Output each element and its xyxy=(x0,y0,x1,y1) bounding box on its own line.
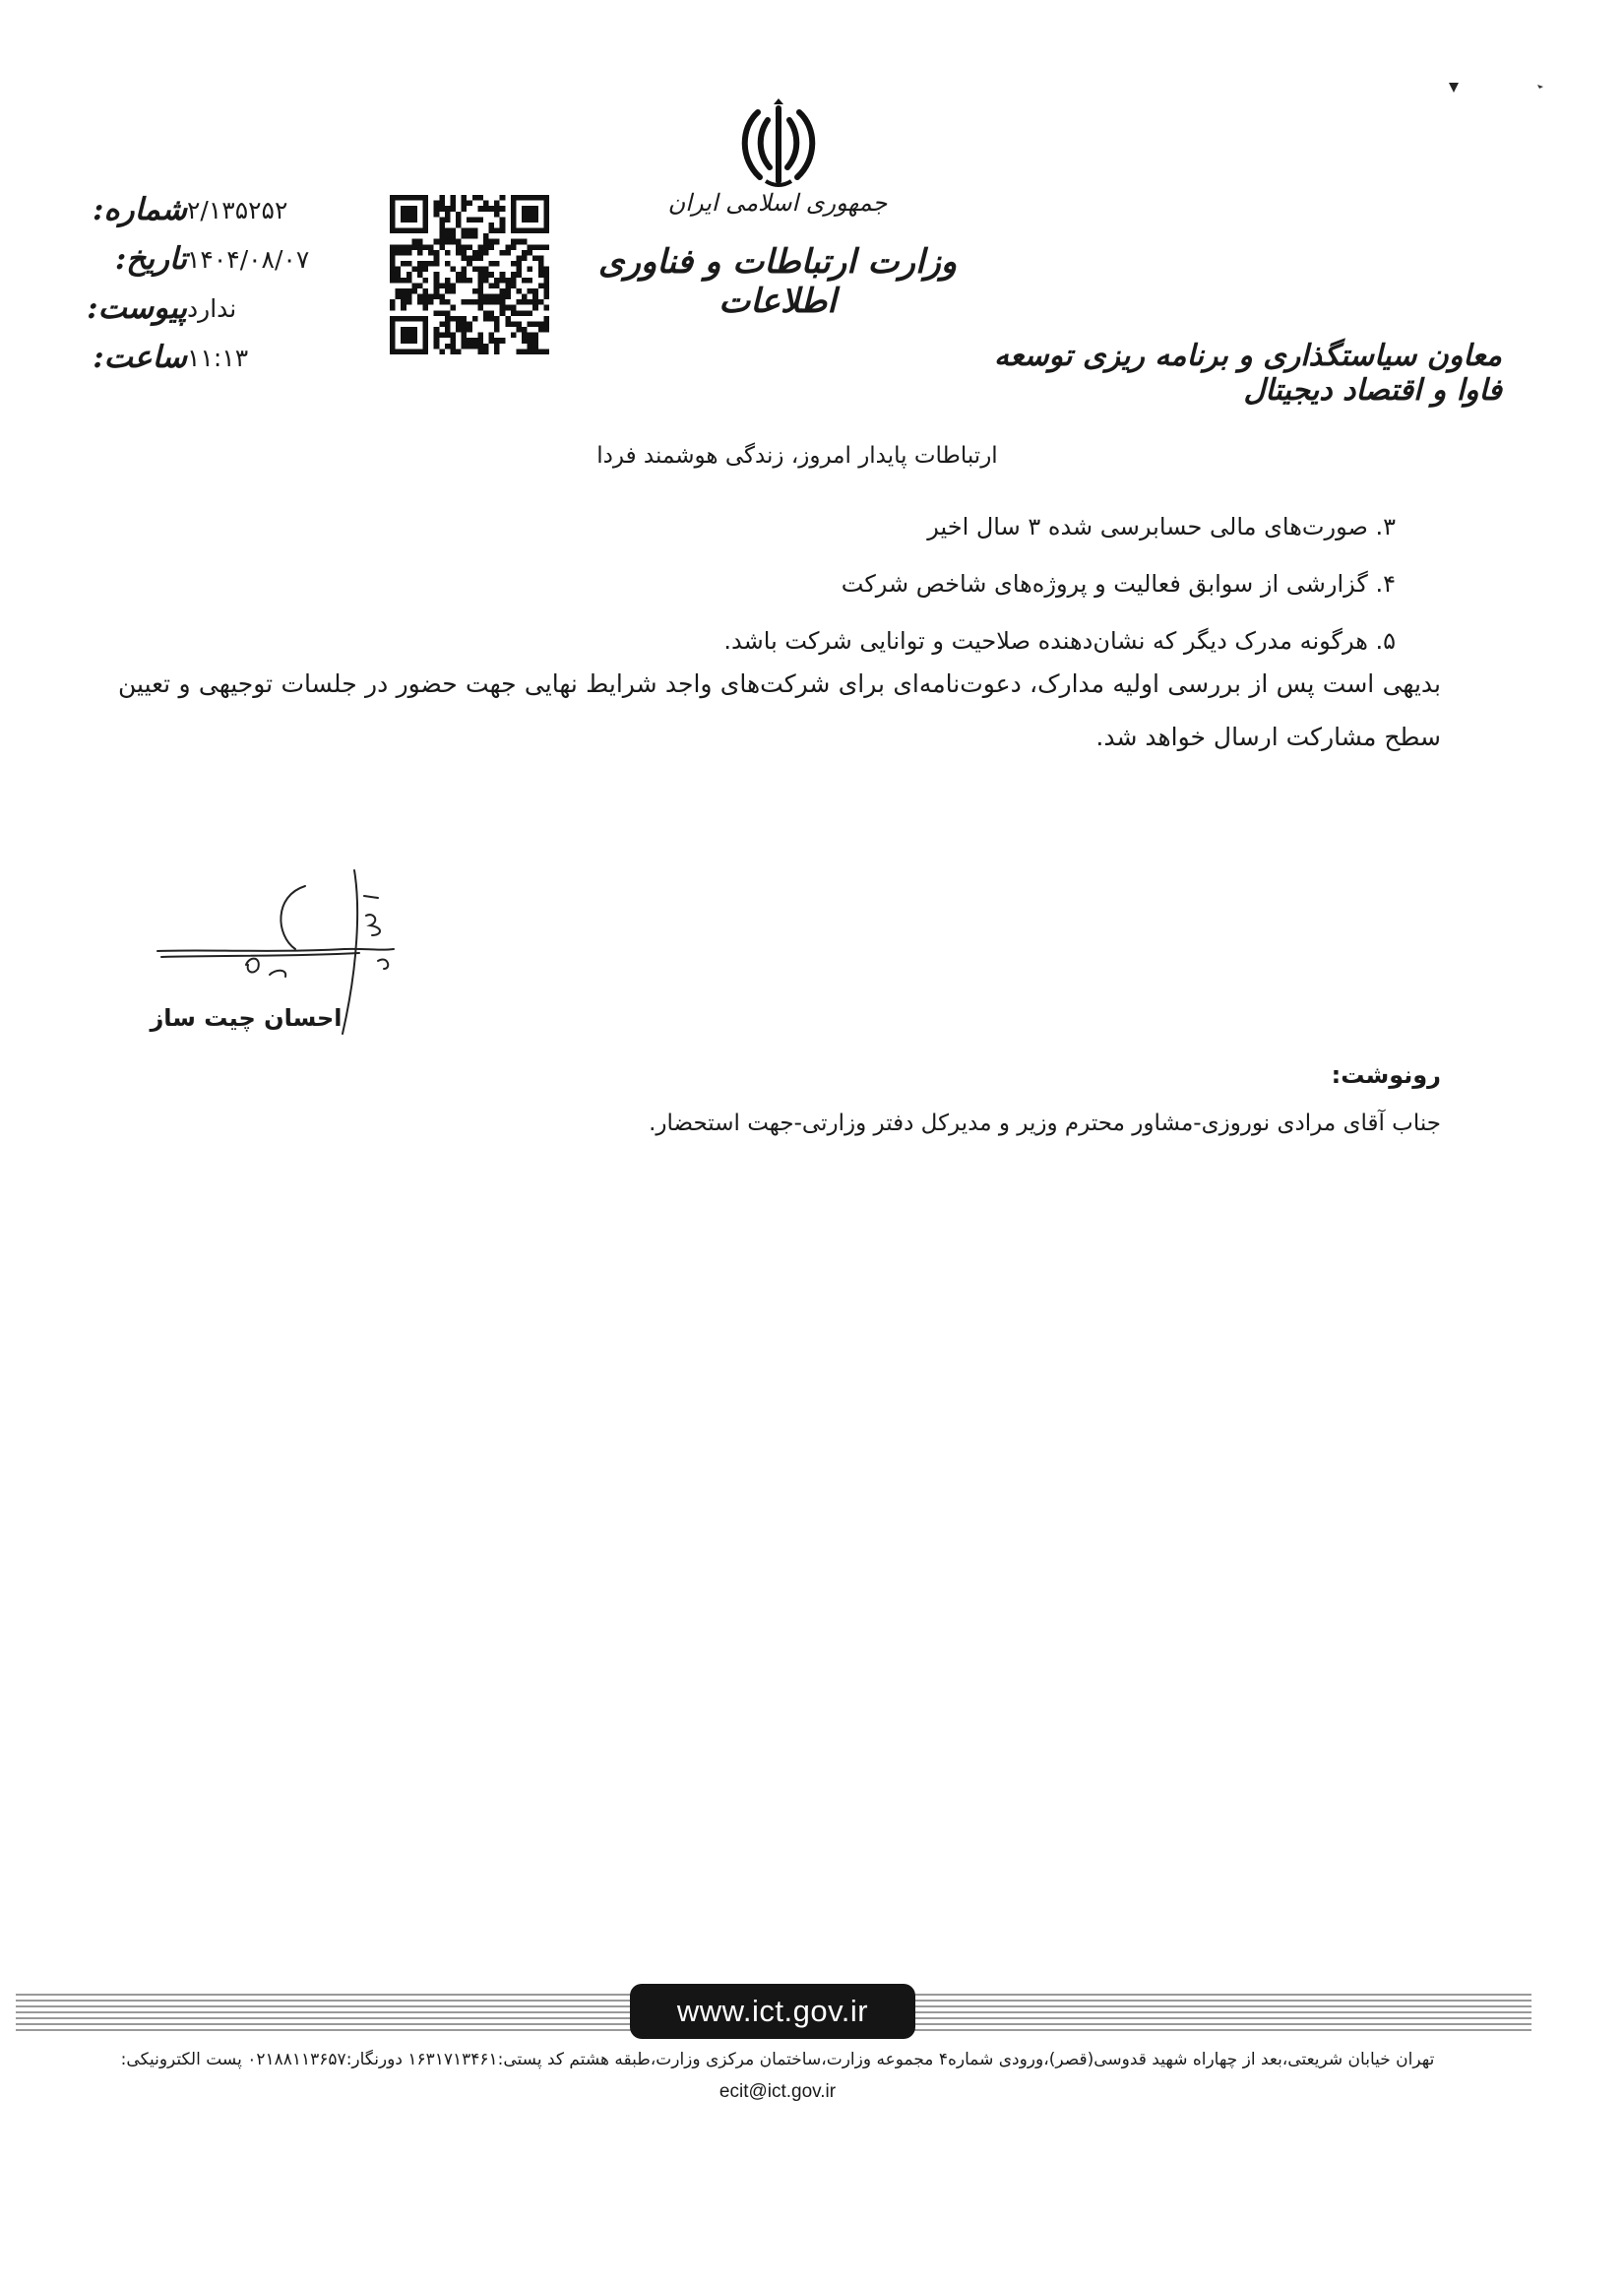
meta-number xyxy=(79,185,354,234)
date-value: ۱۴۰۴/۰۸/۰۷ xyxy=(187,244,310,274)
ministry-name: وزارت ارتباطات و فناوری اطلاعات xyxy=(597,242,958,321)
website-link[interactable]: www.ict.gov.ir xyxy=(630,1984,915,2039)
list-item: ۴. گزارشی از سوابق فعالیت و پروژه‌های شاخص شرکت xyxy=(841,570,1396,598)
list-item: ۵. هرگونه مدرک دیگر که نشان‌دهنده صلاحیت و توانایی شرکت باشد. xyxy=(723,627,1396,655)
motto: ارتباطات پایدار امروز، زندگی هوشمند فردا xyxy=(596,443,998,469)
attachment-value: ندارد xyxy=(187,293,237,323)
date-label: تاریخ: xyxy=(114,241,187,277)
meta-date xyxy=(79,234,354,284)
footer-email[interactable]: ecit@ict.gov.ir xyxy=(718,2081,837,2102)
deputy-office: معاون سیاستگذاری و برنامه ریزی توسعه فاوا و اقتصاد دیجیتال xyxy=(993,339,1502,408)
number-label: شماره: xyxy=(93,192,187,227)
document-list xyxy=(313,502,1396,673)
cc-title: رونوشت: xyxy=(1331,1061,1441,1089)
iran-emblem-icon xyxy=(736,98,821,189)
attachment-label: پیوست: xyxy=(87,290,187,326)
signer-name: احسان چیت ساز xyxy=(150,1004,343,1032)
meta-time xyxy=(79,333,354,382)
corner-marks xyxy=(1437,75,1555,114)
footer-address: تهران خیابان شریعتی،بعد از چهاراه شهید قدوسی(قصر)،ورودی شماره۴ مجموعه وزارت،ساختمان مرکزی وزارت،طبقه هشتم کد پستی:۱۶۳۱۷۱۳۴۶۱ دورنگار:۰۲۱۸۸۱۱۳۶۵۷ پست الکترونیکی: xyxy=(120,2050,1435,2069)
number-value: ۲/۱۳۵۲۵۲ xyxy=(187,195,288,224)
meta-attachment xyxy=(79,284,354,333)
time-value: ۱۱:۱۳ xyxy=(187,343,249,372)
body-paragraph: بدیهی است پس از بررسی اولیه مدارک، دعوت‌نامه‌ای برای شرکت‌های واجد شرایط نهایی جهت حضور در جلسات توجیهی و تعیین سطح مشارکت ارسال خواهد شد. xyxy=(118,669,1441,751)
country-name: جمهوری اسلامی ایران xyxy=(667,189,888,217)
cc-recipient: جناب آقای مرادی نوروزی-مشاور محترم وزیر و مدیرکل دفتر وزارتی-جهت استحضار. xyxy=(649,1111,1441,1136)
list-item: ۳. صورت‌های مالی حسابرسی شده ۳ سال اخیر xyxy=(927,513,1396,540)
qr-code-icon xyxy=(388,195,551,354)
time-label: ساعت: xyxy=(93,340,187,375)
